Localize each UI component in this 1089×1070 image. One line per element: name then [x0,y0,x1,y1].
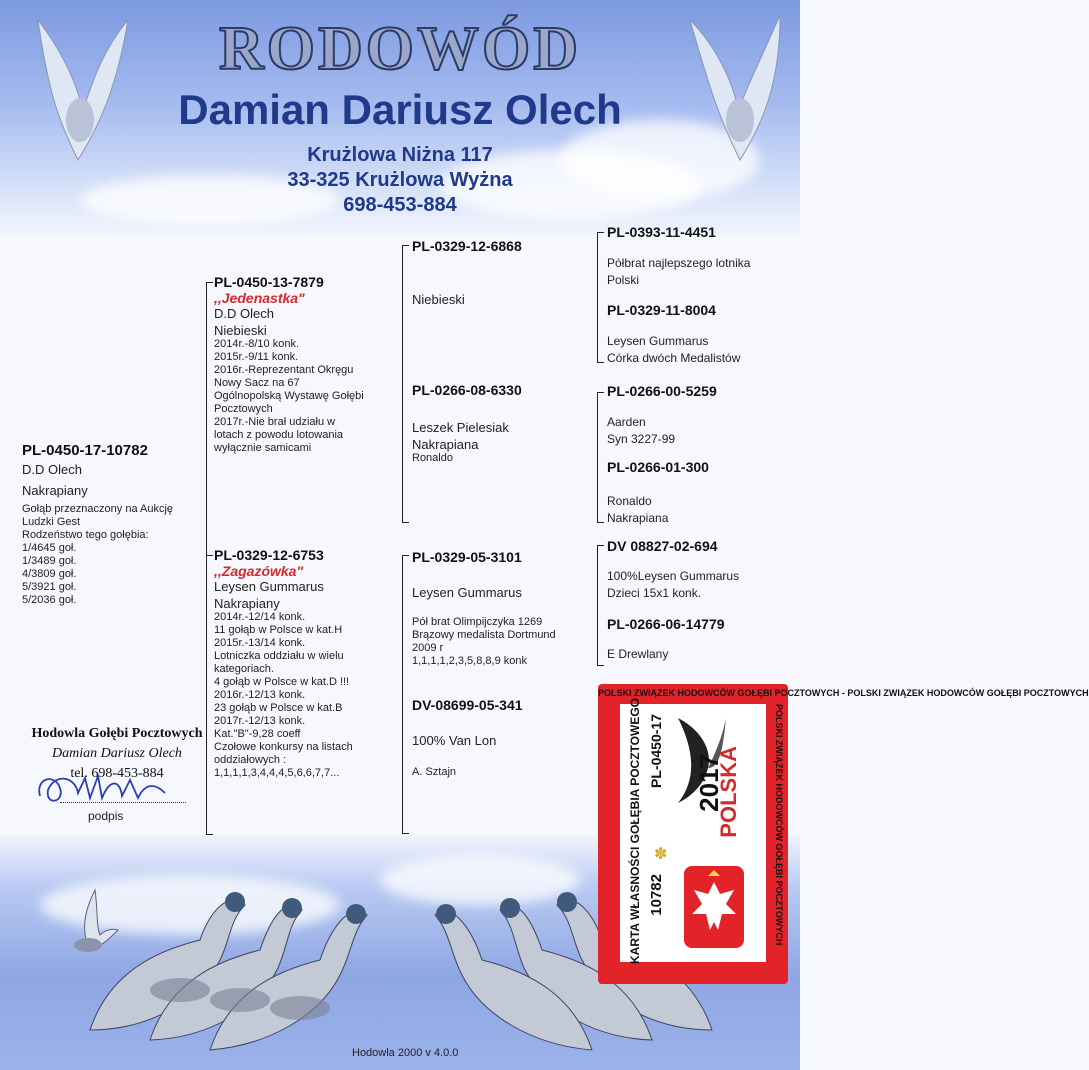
dam-notes: 2014r.-12/14 konk. 11 gołąb w Polsce w kat.H 2015r.-13/14 konk. Lotniczka oddziału w wielu kategoriach. 4 gołąb w Polsce w kat.D !!! 2016r.-12/13 konk. 23 gołąb w Polsce w kat.B 2017r.-12/13 konk. Kat."B"-9,28 coeff Czołowe konkursy na listach oddziałowych : 1,1,1,1,3,4,4,4,5,6,6,7,7... [214,611,353,779]
card-country: POLSKA [716,746,741,838]
card-top-text: POLSKI ZWIĄZEK HODOWCÓW GOŁĘBI POCZTOWYCH - POLSKI ZWIĄZEK HODOWCÓW GOŁĘBI POCZTOWYCH [598,688,1089,698]
grandparent-sire-sire: PL-0329-12-6868 Niebieski [412,238,522,307]
signature-org: Hodowla Gołębi Pocztowych [31,726,203,741]
dam-color: Nakrapiany [214,596,280,611]
great-grandparent-6: PL-0266-06-14779 E Drewlany [607,616,725,661]
signature-line [60,802,186,803]
address-line-1: Krużlowa Niżna 117 [307,144,493,166]
subject-ring: PL-0450-17-10782 [22,442,148,459]
dam-ring: PL-0329-12-6753 [214,547,324,563]
sire-color: Niebieski [214,323,267,338]
sire-ring: PL-0450-13-7879 [214,274,324,290]
bracket-ggp-2 [597,392,598,522]
sire-notes: 2014r.-8/10 konk. 2015r.-9/11 konk. 2016r.-Reprezentant Okręgu Nowy Sacz na 67 Ogólnopolską Wystawę Gołębi Pocztowych 2017r.-Nie brał udziału w lotach z powodu lotowania wyłącznie samicami [214,338,364,454]
polish-eagle-emblem-icon [682,864,746,950]
subject-notes: Gołąb przeznaczony na Aukcję Ludzki Gest Rodzeństwo tego gołębia: 1/4645 goł. 1/3489 goł. 4/3809 goł. 5/3921 goł. 5/2036 goł. [22,503,174,606]
ownership-card [598,684,1089,984]
card-ring-prefix: PL-0450-17 [648,714,664,788]
sire-breeder: D.D Olech [214,306,274,321]
great-grandparent-1: PL-0393-11-4451 Półbrat najlepszego lotnika Polski [607,224,751,287]
card-ring-number: 10782 [648,874,665,916]
phone-number: 698-453-884 [343,194,457,216]
great-grandparent-5: DV 08827-02-694 100%Leysen Gummarus Dzieci 15x1 konk. [607,538,740,600]
bracket-sire-parents [402,245,403,522]
signature-label: podpis [88,809,124,823]
great-grandparent-3: PL-0266-00-5259 Aarden Syn 3227-99 [607,383,717,446]
grandparent-sire-dam: PL-0266-08-6330 Leszek Pielesiak Nakrapiana Ronaldo [412,382,522,464]
dam-name: ,,Zagazówka" [214,563,304,579]
signature-phone: tel. 698-453-884 [70,766,164,781]
grandparent-dam-dam: DV-08699-05-341 100% Van Lon A. Sztajn [412,697,523,778]
bracket-dam-parents [402,555,403,833]
software-version: Hodowla 2000 v 4.0.0 [352,1047,459,1059]
dam-breeder: Leysen Gummarus [214,579,324,594]
sire-pigeon [214,274,399,455]
great-grandparent-2: PL-0329-11-8004 Leysen Gummarus Córka dwóch Medalistów [607,302,741,365]
subject-breeder: D.D Olech [22,462,82,477]
footer-pigeons-left-icon [70,880,380,1055]
card-side-org-text: POLSKI ZWIĄZEK HODOWCÓW GOŁĘBI POCZTOWYCH [774,704,784,946]
bracket-ggp-3 [597,545,598,665]
card-title-text: KARTA WŁASNOŚCI GOŁĘBIA POCZTOWEGO [628,698,642,964]
page-title: RODOWÓD [219,15,581,83]
bracket-ggp-1 [597,232,598,362]
dam-pigeon [214,547,399,780]
grandparent-dam-sire: PL-0329-05-3101 Leysen Gummarus Pół brat Olimpijczyka 1269 Brązowy medalista Dortmund 2009 r 1,1,1,1,2,3,5,8,8,9 konk [412,549,556,667]
subject-color: Nakrapiany [22,483,88,498]
card-year: 2017 [694,754,724,812]
sire-name: ,,Jedenastka" [214,290,305,306]
signature-name: Damian Dariusz Olech [52,746,182,761]
card-star-icon: ✽ [654,846,668,863]
owner-name: Damian Dariusz Olech [178,86,622,133]
address-line-2: 33-325 Krużlowa Wyżna [287,169,513,191]
subject-pigeon [22,442,202,607]
great-grandparent-4: PL-0266-01-300 Ronaldo Nakrapiana [607,459,709,525]
